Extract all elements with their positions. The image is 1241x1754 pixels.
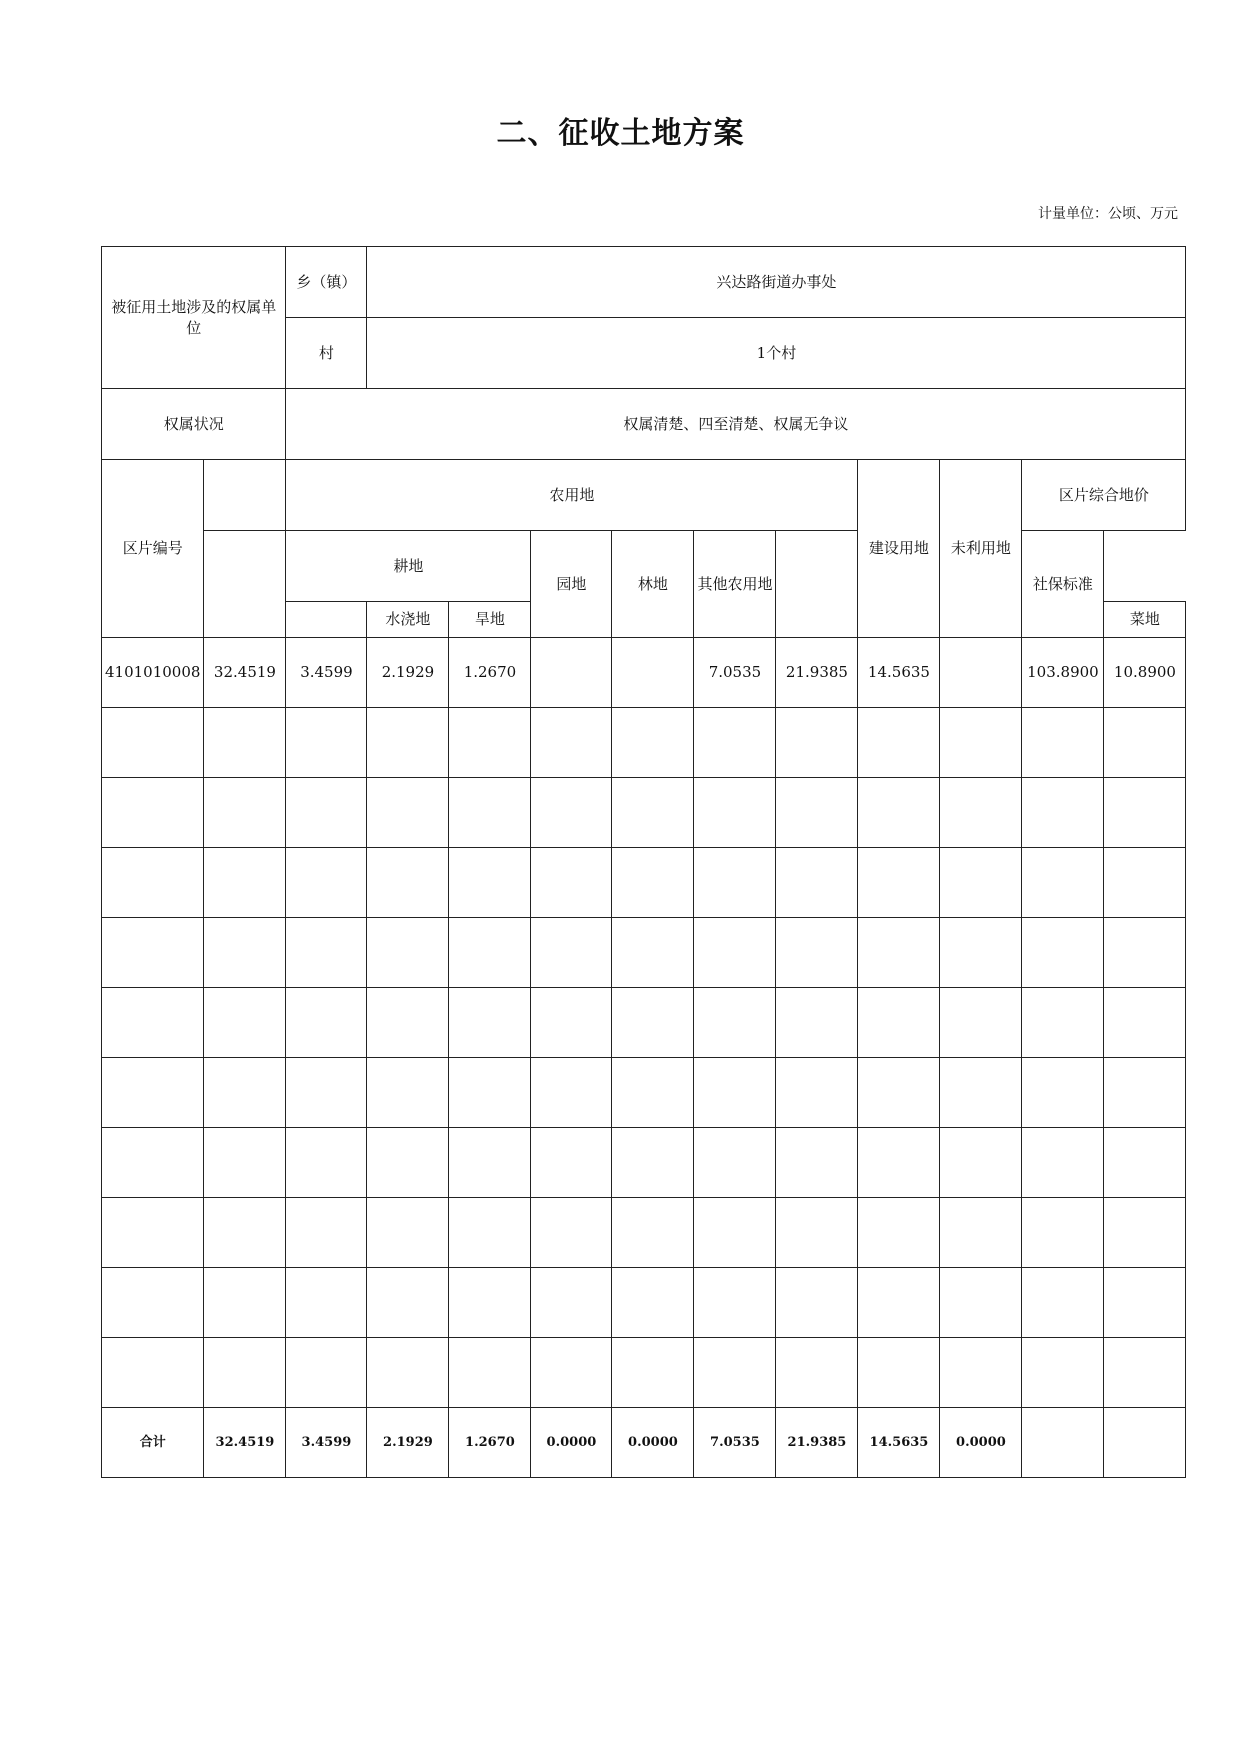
empty-row-cell [776, 1268, 858, 1338]
empty-row-cell [102, 708, 204, 778]
unused-header: 未利用地 [940, 460, 1022, 638]
empty-row-cell [204, 708, 286, 778]
cultivated-header: 耕地 [286, 531, 531, 602]
empty-row-cell [286, 1268, 367, 1338]
empty-row-cell [531, 1198, 612, 1268]
empty-row-cell [612, 848, 694, 918]
total-row-cell: 2.1929 [367, 1408, 449, 1478]
empty-row-cell [940, 1268, 1022, 1338]
empty-row-cell [940, 918, 1022, 988]
empty-row-cell [612, 1198, 694, 1268]
owner-unit-label-cell: 被征用土地涉及的权属单位 [102, 247, 286, 389]
empty-row-cell [286, 848, 367, 918]
empty-row-cell [102, 848, 204, 918]
empty-row-cell [449, 1198, 531, 1268]
empty-row-cell [286, 988, 367, 1058]
empty-row-cell [694, 1058, 776, 1128]
total-row-cell [1022, 1408, 1104, 1478]
empty-row-cell [102, 918, 204, 988]
empty-row-cell [449, 1128, 531, 1198]
empty-row-cell [612, 1338, 694, 1408]
empty-row-cell [776, 1128, 858, 1198]
empty-row-cell [858, 988, 940, 1058]
empty-row-cell [204, 1128, 286, 1198]
empty-row [102, 1268, 1186, 1338]
table-row-cell: 2.1929 [367, 638, 449, 708]
total-row [102, 1408, 1186, 1478]
empty-row-cell [367, 1128, 449, 1198]
total-row-cell: 合计 [102, 1408, 204, 1478]
empty-row-cell [102, 778, 204, 848]
total-row-cell: 0.0000 [531, 1408, 612, 1478]
empty-row-cell [204, 1058, 286, 1128]
blank-header-cell [286, 602, 367, 638]
table-row-cell: 21.9385 [776, 638, 858, 708]
empty-row-cell [531, 848, 612, 918]
empty-row-cell [531, 988, 612, 1058]
empty-row-cell [531, 708, 612, 778]
empty-row [102, 848, 1186, 918]
empty-row-cell [286, 708, 367, 778]
empty-row [102, 778, 1186, 848]
empty-row-cell [858, 1128, 940, 1198]
garden-header: 园地 [531, 531, 612, 638]
total-row-cell: 3.4599 [286, 1408, 367, 1478]
empty-row-cell [612, 988, 694, 1058]
empty-row-cell [449, 778, 531, 848]
table-row-cell: 7.0535 [694, 638, 776, 708]
other-agri-header: 其他农用地 [694, 531, 776, 638]
empty-row-cell [204, 1198, 286, 1268]
empty-row-cell [1022, 1128, 1104, 1198]
table-row-cell: 10.8900 [1104, 638, 1186, 708]
ownership-status-label-cell: 权属状况 [102, 389, 286, 460]
forest-header: 林地 [612, 531, 694, 638]
empty-row-cell [940, 1338, 1022, 1408]
empty-row-cell [776, 918, 858, 988]
empty-row-cell [940, 1198, 1022, 1268]
total-row-cell [1104, 1408, 1186, 1478]
table-row-cell: 103.8900 [1022, 638, 1104, 708]
empty-row-cell [531, 918, 612, 988]
table-row-cell [531, 638, 612, 708]
empty-row-cell [612, 778, 694, 848]
empty-row [102, 1058, 1186, 1128]
empty-row-cell [1022, 1268, 1104, 1338]
empty-row-cell [449, 1058, 531, 1128]
social-security-header: 社保标准 [1022, 531, 1104, 638]
empty-row-cell [367, 918, 449, 988]
empty-row-cell [1104, 1058, 1186, 1128]
empty-row-cell [858, 778, 940, 848]
empty-row-cell [694, 1128, 776, 1198]
empty-row-cell [204, 1338, 286, 1408]
empty-row-cell [694, 708, 776, 778]
empty-row-cell [776, 988, 858, 1058]
empty-row-cell [694, 778, 776, 848]
empty-row-cell [776, 1338, 858, 1408]
table-row-cell [940, 638, 1022, 708]
empty-row-cell [776, 1198, 858, 1268]
page-title: 二、征收土地方案 [496, 116, 745, 151]
empty-row-cell [612, 918, 694, 988]
empty-row-cell [1104, 1128, 1186, 1198]
township-value-cell: 兴达路街道办事处 [367, 247, 1186, 318]
table-row [102, 638, 1186, 708]
empty-row-cell [1104, 1198, 1186, 1268]
empty-row-cell [858, 848, 940, 918]
empty-row-cell [858, 1268, 940, 1338]
empty-row-cell [612, 1268, 694, 1338]
empty-row-cell [776, 848, 858, 918]
empty-row-cell [940, 1128, 1022, 1198]
table-row-cell: 14.5635 [858, 638, 940, 708]
empty-row-cell [940, 1058, 1022, 1128]
vegetable-header: 菜地 [1104, 602, 1186, 638]
total-row-cell: 32.4519 [204, 1408, 286, 1478]
empty-row-cell [367, 988, 449, 1058]
construction-header: 建设用地 [858, 460, 940, 638]
empty-row-cell [694, 918, 776, 988]
empty-row-cell [531, 778, 612, 848]
empty-row [102, 1198, 1186, 1268]
empty-row-cell [858, 1198, 940, 1268]
table-row-cell [612, 638, 694, 708]
empty-row-cell [1022, 708, 1104, 778]
table-row-cell: 32.4519 [204, 638, 286, 708]
empty-row-cell [204, 778, 286, 848]
empty-row-cell [694, 1338, 776, 1408]
empty-row-cell [940, 988, 1022, 1058]
empty-row-cell [858, 1338, 940, 1408]
empty-row-cell [694, 988, 776, 1058]
empty-row-cell [531, 1268, 612, 1338]
table-row-cell: 3.4599 [286, 638, 367, 708]
blank-header-cell [204, 531, 286, 638]
empty-row-cell [367, 1268, 449, 1338]
empty-row-cell [776, 1058, 858, 1128]
empty-row-cell [694, 1268, 776, 1338]
empty-row-cell [367, 848, 449, 918]
empty-row-cell [449, 988, 531, 1058]
table-row-cell: 4101010008 [102, 638, 204, 708]
empty-row-cell [367, 1198, 449, 1268]
empty-row-cell [612, 1058, 694, 1128]
empty-row-cell [531, 1128, 612, 1198]
empty-row-cell [531, 1338, 612, 1408]
empty-row-cell [367, 1058, 449, 1128]
empty-row-cell [1104, 708, 1186, 778]
empty-row-cell [367, 708, 449, 778]
empty-row-cell [940, 778, 1022, 848]
empty-row-cell [1022, 1198, 1104, 1268]
total-row-cell: 21.9385 [776, 1408, 858, 1478]
empty-row-cell [102, 1268, 204, 1338]
empty-row-cell [1104, 1338, 1186, 1408]
empty-row-cell [1104, 848, 1186, 918]
total-row-cell: 14.5635 [858, 1408, 940, 1478]
total-row-cell: 0.0000 [612, 1408, 694, 1478]
ownership-status-value-cell: 权属清楚、四至清楚、权属无争议 [286, 389, 1186, 460]
blank-header-cell [776, 531, 858, 638]
table-row-cell: 1.2670 [449, 638, 531, 708]
empty-row-cell [1104, 918, 1186, 988]
village-label-cell: 村 [286, 318, 367, 389]
total-row-cell: 0.0000 [940, 1408, 1022, 1478]
land-acquisition-table [101, 246, 1186, 1478]
empty-row-cell [449, 1338, 531, 1408]
total-row-cell: 1.2670 [449, 1408, 531, 1478]
unit-label: 计量单位：公顷、万元 [1038, 206, 1178, 222]
empty-row-cell [940, 848, 1022, 918]
empty-row-cell [102, 1058, 204, 1128]
empty-row-cell [204, 1268, 286, 1338]
empty-row-cell [102, 1198, 204, 1268]
empty-row-cell [612, 1128, 694, 1198]
empty-row-cell [694, 1198, 776, 1268]
empty-row-cell [449, 1268, 531, 1338]
empty-row-cell [1022, 778, 1104, 848]
dryland-header: 旱地 [449, 602, 531, 638]
empty-row-cell [858, 918, 940, 988]
empty-row-cell [612, 708, 694, 778]
empty-row [102, 708, 1186, 778]
empty-row [102, 1338, 1186, 1408]
empty-row-cell [1022, 848, 1104, 918]
parcel-no-header: 区片编号 [102, 460, 204, 638]
land-price-header: 区片综合地价 [1022, 460, 1186, 531]
empty-row [102, 988, 1186, 1058]
empty-row-cell [1022, 918, 1104, 988]
empty-row-cell [940, 708, 1022, 778]
empty-row-cell [1104, 988, 1186, 1058]
empty-row-cell [286, 1198, 367, 1268]
irrigated-header: 水浇地 [367, 602, 449, 638]
empty-row-cell [694, 848, 776, 918]
empty-row-cell [531, 1058, 612, 1128]
empty-row-cell [367, 778, 449, 848]
empty-row-cell [776, 778, 858, 848]
agricultural-header: 农用地 [286, 460, 858, 531]
empty-row-cell [1022, 1338, 1104, 1408]
empty-row-cell [776, 708, 858, 778]
empty-row [102, 918, 1186, 988]
empty-row-cell [1022, 1058, 1104, 1128]
empty-row-cell [1104, 778, 1186, 848]
empty-row-cell [449, 708, 531, 778]
township-label-cell: 乡（镇） [286, 247, 367, 318]
empty-row-cell [858, 708, 940, 778]
empty-row [102, 1128, 1186, 1198]
empty-row-cell [286, 918, 367, 988]
empty-row-cell [286, 1058, 367, 1128]
empty-row-cell [449, 918, 531, 988]
empty-row-cell [286, 1128, 367, 1198]
empty-row-cell [204, 918, 286, 988]
empty-row-cell [1104, 1268, 1186, 1338]
empty-row-cell [286, 778, 367, 848]
blank-header-cell [204, 460, 286, 531]
empty-row-cell [102, 1338, 204, 1408]
empty-row-cell [1022, 988, 1104, 1058]
empty-row-cell [204, 848, 286, 918]
empty-row-cell [367, 1338, 449, 1408]
empty-row-cell [102, 988, 204, 1058]
village-value-cell: 1个村 [367, 318, 1186, 389]
empty-row-cell [286, 1338, 367, 1408]
empty-row-cell [449, 848, 531, 918]
empty-row-cell [102, 1128, 204, 1198]
empty-row-cell [204, 988, 286, 1058]
total-row-cell: 7.0535 [694, 1408, 776, 1478]
empty-row-cell [858, 1058, 940, 1128]
